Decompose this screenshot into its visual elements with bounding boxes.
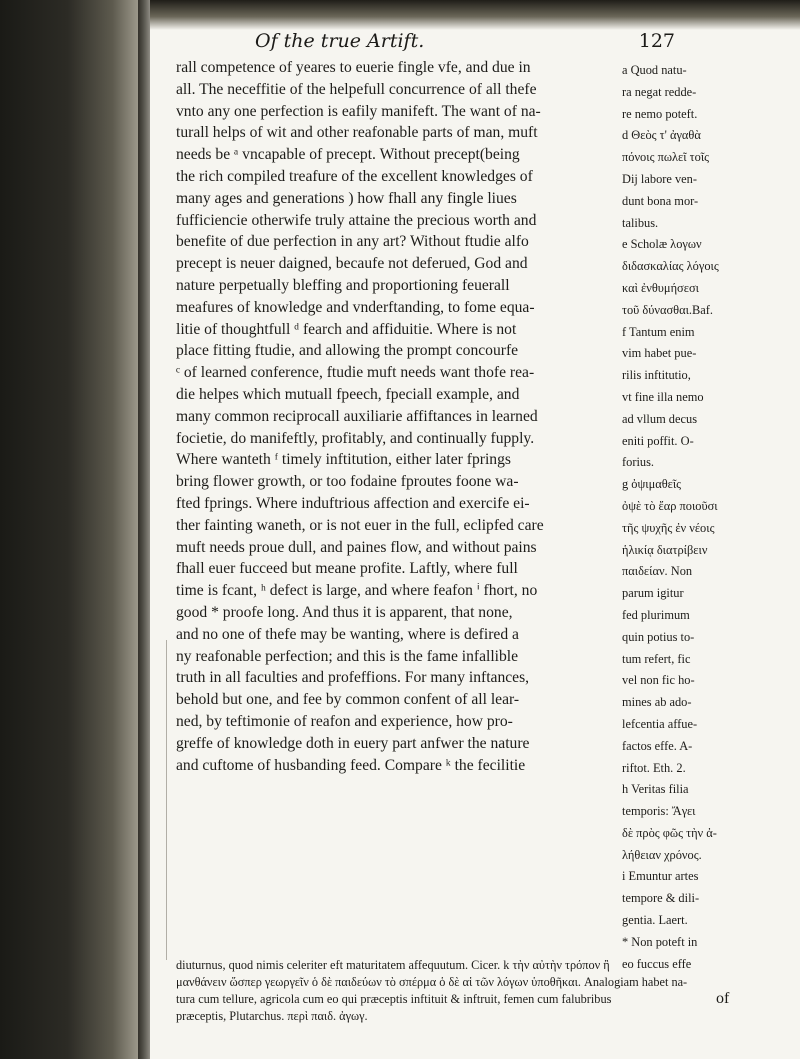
text-line: litie of thoughtfull ᵈ fearch and affiduitie. Where is not: [176, 320, 517, 338]
margin-note-line: vim habet pue-: [622, 346, 697, 361]
margin-note-line: Dij labore ven-: [622, 171, 698, 186]
main-text: [176, 57, 618, 776]
text-line: good * proofe long. And thus it is apparent, that none,: [176, 603, 513, 621]
text-line: many ages and generations ) how fhall any fingle liues: [176, 189, 517, 207]
margin-note-line: ὀψὲ τὸ ἔαρ ποιοῦσι: [622, 498, 718, 513]
margin-note-line: τοῦ δύνασθαι.Baf.: [622, 302, 713, 317]
footnote-line: μανθάνειν ὥσπερ γεωργεῖν ὁ δὲ παιδεύων τὸ σπέρμα ὁ δὲ αἱ τῶν λόγων ὑποθῆκαι. Analogiam habet na-: [176, 975, 688, 989]
margin-note-line: forius.: [622, 455, 655, 470]
margin-note-line: temporis: Ἄγει: [622, 804, 696, 819]
text-line: many common reciprocall auxiliarie affiftances in learned: [176, 407, 538, 425]
text-line: and no one of thefe may be wanting, where is defired a: [176, 625, 519, 643]
text-line: rall competence of yeares to euerie fingle vfe, and due in: [176, 59, 531, 76]
text-line: ny reafonable perfection; and this is the fame infallible: [176, 647, 519, 665]
binding-shadow: [0, 0, 150, 1059]
margin-note-line: parum igitur: [622, 586, 684, 601]
margin-note-line: ἡλικίᾳ διατρίβειν: [622, 542, 708, 557]
text-line: turall helps of wit and other reafonable parts of man, muft: [176, 124, 538, 142]
text-line: the rich compiled treafure of the excellent knowledges of: [176, 167, 533, 185]
text-line: ther fainting waneth, or is not euer in the full, eclipfed care: [176, 516, 544, 534]
text-line: needs be ᵃ vncapable of precept. Without precept(being: [176, 146, 520, 164]
margin-note-line: factos effe. A-: [622, 738, 693, 753]
catchword: of: [716, 990, 730, 1007]
footnote-line: præceptis, Plutarchus. περὶ παιδ. ἀγωγ.: [176, 1009, 368, 1023]
top-edge-shadow: [150, 0, 800, 30]
margin-note-line: gentia. Laert.: [622, 913, 688, 928]
margin-note-line: h Veritas filia: [622, 782, 689, 797]
footnote-line: tura cum tellure, agricola cum eo qui præceptis inftituit & inftruit, femen cum falubribus: [176, 992, 612, 1006]
running-title: Of the true Artift.: [255, 30, 425, 52]
margin-note-line: eo fuccus effe: [622, 956, 692, 971]
margin-note-line: vt fine illa nemo: [622, 389, 704, 404]
margin-note-line: tempore & dili-: [622, 891, 700, 906]
text-line: all. The neceffitie of the helpefull concurrence of all thefe: [176, 80, 537, 98]
text-line: place fitting ftudie, and allowing the prompt concourfe: [176, 342, 519, 360]
text-line: benefite of due perfection in any art? Without ftudie alfo: [176, 233, 529, 251]
margin-note-line: riftot. Eth. 2.: [622, 760, 686, 775]
text-line: fufficiencie otherwife truly attaine the precious worth and: [176, 211, 537, 229]
text-line: vnto any one perfection is eafily manifeft. The want of na-: [176, 102, 541, 120]
margin-note-line: quin potius to-: [622, 629, 695, 644]
margin-note-line: ra negat redde-: [622, 84, 697, 99]
text-line: focietie, do manifeftly, profitably, and continually fupply.: [176, 429, 535, 447]
running-header: [255, 30, 675, 56]
margin-note-line: λήθειαν χρόνος.: [622, 847, 702, 862]
margin-note-line: i Emuntur artes: [622, 869, 699, 884]
margin-note-line: tum refert, fic: [622, 651, 691, 666]
margin-note-line: talibus.: [622, 215, 659, 230]
text-line: die helpes which mutuall fpeech, fpeciall example, and: [176, 385, 520, 403]
text-line: behold but one, and fee by common confent of all lear-: [176, 691, 520, 709]
margin-note-line: vel non fic ho-: [622, 673, 695, 688]
margin-note-line: mines ab ado-: [622, 695, 692, 710]
text-line: precept is neuer daigned, becaufe not deferued, God and: [176, 255, 528, 273]
text-line: truth in all faculties and profeffions. For many inftances,: [176, 669, 530, 687]
margin-note-line: παιδείαν. Non: [622, 564, 693, 579]
margin-note-line: a Quod natu-: [622, 63, 687, 77]
text-line: meafures of knowledge and vnderftanding, to fome equa-: [176, 298, 535, 316]
text-line: time is fcant, ʰ defect is large, and where feafon ⁱ fhort, no: [176, 582, 538, 600]
text-line: muft needs proue dull, and paines flow, and without pains: [176, 538, 537, 556]
margin-note-line: lefcentia affue-: [622, 716, 698, 731]
margin-note-line: καὶ ἐνθυμήσεσι: [622, 280, 699, 295]
margin-note-line: δὲ πρὸς φῶς τὴν ἀ-: [622, 825, 717, 840]
text-line: and cuftome of husbanding feed. Compare ᵏ the fecilitie: [176, 756, 526, 774]
margin-note-line: * Non poteft in: [622, 934, 698, 949]
margin-note-line: πόνοις πωλεῖ τοῖς: [622, 150, 710, 165]
margin-note-line: dunt bona mor-: [622, 193, 699, 208]
margin-note-line: g ὀψιμαθεῖς: [622, 477, 682, 492]
margin-note-line: rilis inftitutio,: [622, 368, 691, 383]
text-line: Where wanteth ᶠ timely inftitution, either later fprings: [176, 451, 511, 469]
margin-note-line: d Θεὸς τ' ἀγαθὰ: [622, 128, 701, 143]
margin-note-line: re nemo poteft.: [622, 106, 698, 121]
margin-note-line: fed plurimum: [622, 607, 690, 622]
margin-note-line: e Scholæ λογων: [622, 237, 702, 252]
footnote-line: diuturnus, quod nimis celeriter eft maturitatem affequutum. Cicer. k τὴν αὐτὴν τρόπον ἢ: [176, 958, 610, 972]
margin-note-line: f Tantum enim: [622, 324, 695, 339]
text-line: fhall euer fucceed but meane profite. Laftly, where full: [176, 560, 518, 578]
page-number: 127: [638, 30, 675, 52]
margin-note-line: ad vllum decus: [622, 411, 698, 426]
margin-note-line: τῆς ψυχῆς ἐν νέοις: [622, 520, 715, 535]
margin-notes: [622, 60, 798, 975]
text-line: greffe of knowledge doth in euery part anfwer the nature: [176, 734, 530, 752]
text-line: fted fprings. Where induftrious affection and exercife ei-: [176, 494, 530, 512]
text-line: nature perpetually bleffing and proportioning feuerall: [176, 276, 510, 294]
footnotes: [176, 957, 776, 1025]
margin-note-line: διδασκαλίας λόγοις: [622, 259, 719, 274]
text-line: ᶜ of learned conference, ftudie muft needs want thofe rea-: [176, 364, 535, 382]
text-line: ned, by teftimonie of reafon and experience, how pro-: [176, 712, 513, 730]
margin-note-line: eniti poffit. O-: [622, 433, 694, 448]
margin-bracket: [166, 640, 175, 960]
text-line: bring flower growth, or too fodaine fproutes foone wa-: [176, 473, 519, 491]
